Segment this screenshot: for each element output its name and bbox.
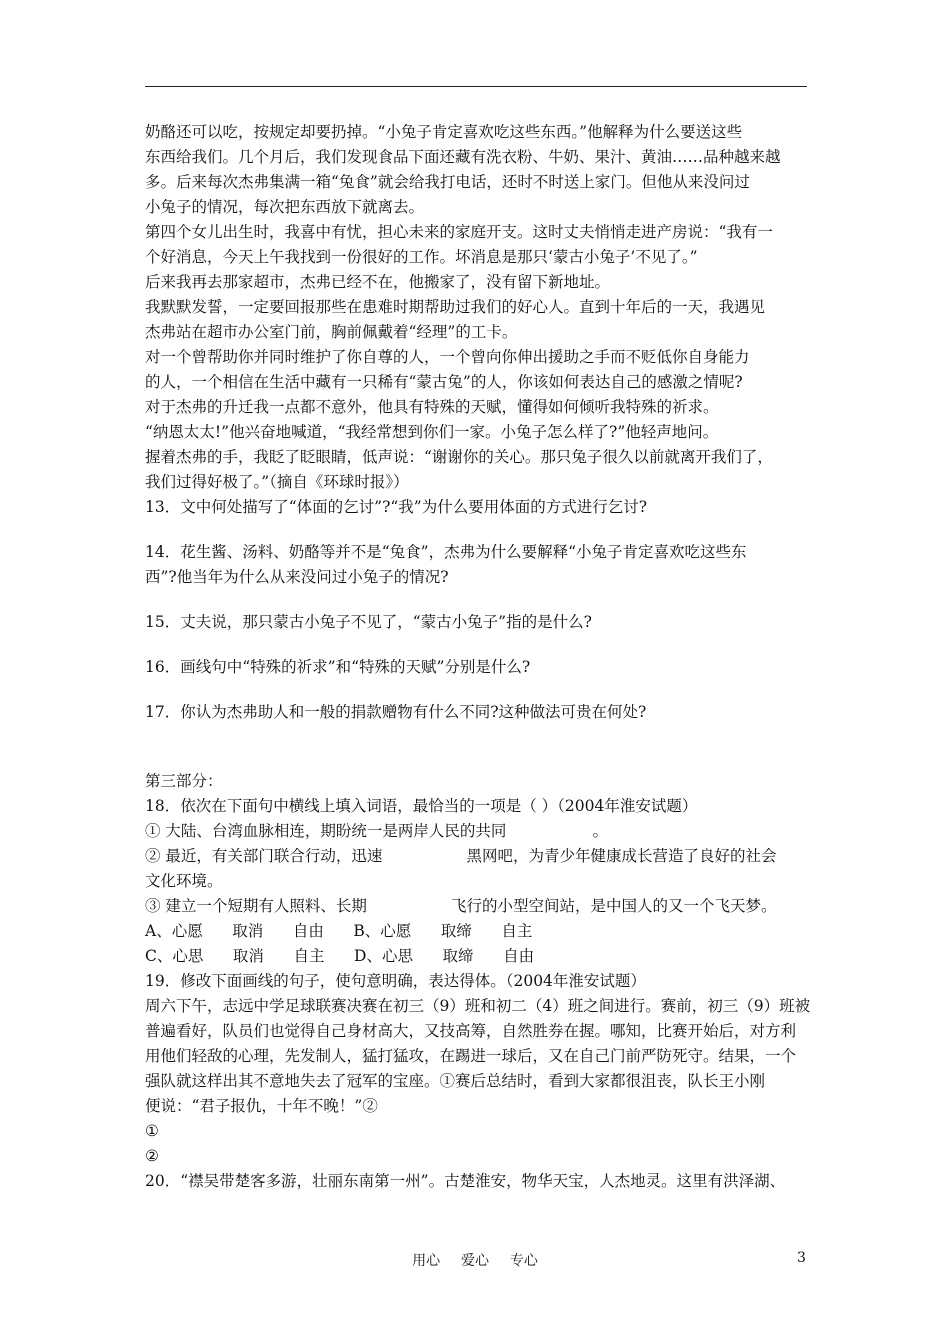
answer-space — [145, 635, 813, 655]
story-line: 奶酪还可以吃，按规定却要扔掉。“小兔子肯定喜欢吃这些东西。”他解释为什么要送这些 — [145, 123, 743, 141]
story-line: 我默默发誓，一定要回报那些在患难时期帮助过我们的好心人。直到十年后的一天，我遇见 — [145, 298, 766, 316]
question-16: 16．画线句中“特殊的祈求”和“特殊的天赋”分别是什么? — [145, 658, 531, 676]
q18-options-cd: C、心思 取消 自主 D、心思 取缔 自由 — [145, 947, 535, 965]
q18-s2-rest: 黑网吧，为青少年健康成长营造了良好的社会 — [466, 847, 777, 865]
answer-space — [145, 590, 813, 610]
q18-s3-text: ③ 建立一个短期有人照料、长期 — [145, 897, 367, 915]
q19-passage-line: 强队就这样出其不意地失去了冠军的宝座。①赛后总结时，看到大家都很沮丧，队长王小刚 — [145, 1072, 766, 1090]
q18-s1-text: ① 大陆、台湾血脉相连，期盼统一是两岸人民的共同 — [145, 822, 507, 840]
part3-heading: 第三部分： — [145, 772, 223, 790]
page-number: 3 — [797, 1250, 806, 1266]
q18-sentence-2 — [145, 844, 813, 869]
story-line: 对于杰弗的升迁我一点都不意外，他具有特殊的天赋，懂得如何倾听我特殊的祈求。 — [145, 398, 719, 416]
story-line: 的人，一个相信在生活中藏有一只稀有“蒙古兔”的人，你该如何表达自己的感激之情呢? — [145, 373, 743, 391]
story-line: 东西给我们。几个月后，我们发现食品下面还藏有洗衣粉、牛奶、果汁、黄油……品种越来越 — [145, 148, 781, 166]
answer-space — [145, 520, 813, 540]
q18-s1-end: 。 — [592, 822, 608, 840]
story-line: 握着杰弗的手，我眨了眨眼睛，低声说：“谢谢你的关心。那只兔子很久以前就离开我们了， — [145, 448, 773, 466]
answer-marker-1: ① — [145, 1122, 159, 1140]
q18-sentence-3 — [145, 894, 813, 919]
story-line: 小兔子的情况，每次把东西放下就离去。 — [145, 198, 425, 216]
question-19: 19．修改下面画线的句子，使句意明确，表达得体。（2004年淮安试题） — [145, 972, 646, 990]
question-17: 17．你认为杰弗助人和一般的捐款赠物有什么不同?这种做法可贵在何处? — [145, 703, 647, 721]
question-18: 18．依次在下面句中横线上填入词语，最恰当的一项是（ ）（2004年淮安试题） — [145, 797, 698, 815]
q18-s2-text: ② 最近，有关部门联合行动，迅速 — [145, 847, 383, 865]
story-line: 第四个女儿出生时，我喜中有忧，担心未来的家庭开支。这时丈夫悄悄走进产房说：“我有一 — [145, 223, 773, 241]
q19-passage-line: 用他们轻敌的心理，先发制人，猛打猛攻，在踢进一球后，又在自己门前严防死守。结果，一个 — [145, 1047, 797, 1065]
q18-sentence-1 — [145, 819, 813, 844]
story-line: 我们过得好极了。”（摘自《环球时报》） — [145, 473, 409, 491]
q18-sentence-2-cont: 文化环境。 — [145, 872, 223, 890]
q19-passage-line: 周六下午，志远中学足球联赛决赛在初三（9）班和初二（4）班之间进行。赛前，初三（9）班被 — [145, 997, 811, 1015]
answer-space — [145, 680, 813, 700]
story-line: 后来我再去那家超市，杰弗已经不在，他搬家了，没有留下新地址。 — [145, 273, 611, 291]
question-20: 20．“襟吴带楚客多游，壮丽东南第一州”。古楚淮安，物华天宝，人杰地灵。这里有洪泽湖、 — [145, 1172, 786, 1190]
story-line: 个好消息，今天上午我找到一份很好的工作。坏消息是那只‘蒙古小兔子’不见了。” — [145, 248, 698, 266]
q19-passage-line: 普遍看好，队员们也觉得自己身材高大，又技高筹，自然胜券在握。哪知，比赛开始后，对方利 — [145, 1022, 797, 1040]
answer-marker-2: ② — [145, 1147, 159, 1165]
section-space — [145, 725, 813, 769]
story-line: “纳恩太太!”他兴奋地喊道，“我经常想到你们一家。小兔子怎么样了?”他轻声地问。 — [145, 423, 719, 441]
question-13: 13．文中何处描写了“体面的乞讨”?“我”为什么要用体面的方式进行乞讨? — [145, 498, 648, 516]
header-rule — [145, 86, 807, 87]
q19-passage-line: 便说：“君子报仇，十年不晚！”② — [145, 1097, 378, 1115]
story-line: 杰弗站在超市办公室门前，胸前佩戴着“经理”的工卡。 — [145, 323, 518, 341]
question-14: 14．花生酱、汤料、奶酪等并不是“兔食”，杰弗为什么要解释“小兔子肯定喜欢吃这些东 — [145, 543, 747, 561]
question-14-cont: 西”?他当年为什么从来没问过小兔子的情况? — [145, 568, 449, 586]
footer-motto: 用心 爱心 专心 — [412, 1253, 538, 1269]
q18-options-ab: A、心愿 取消 自由 B、心愿 取缔 自主 — [145, 922, 533, 940]
q18-s3-rest: 飞行的小型空间站，是中国人的又一个飞天梦。 — [450, 897, 777, 915]
question-15: 15．丈夫说，那只蒙古小兔子不见了，“蒙古小兔子”指的是什么? — [145, 613, 592, 631]
page-content — [145, 120, 813, 1194]
story-passage — [145, 120, 813, 495]
story-line: 对一个曾帮助你并同时维护了你自尊的人，一个曾向你伸出援助之手而不贬低你自身能力 — [145, 348, 750, 366]
story-line: 多。后来每次杰弗集满一箱“兔食”就会给我打电话，还时不时送上家门。但他从来没问过 — [145, 173, 750, 191]
